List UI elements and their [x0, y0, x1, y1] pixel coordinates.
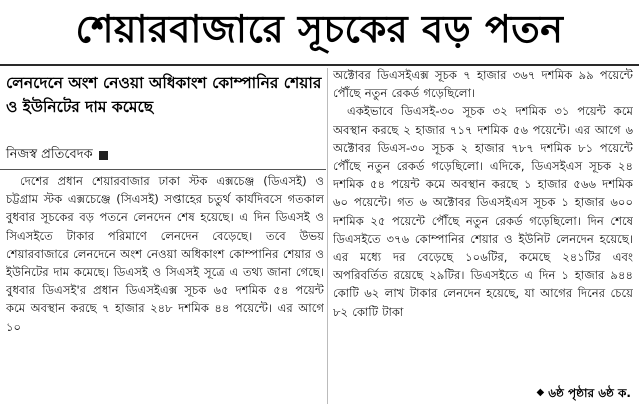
square-bullet-icon	[99, 151, 108, 160]
column-divider	[327, 68, 328, 404]
left-column-paragraph: দেশের প্রধান শেয়ারবাজার ঢাকা স্টক এক্সচেঞ্জ (ডিএসই) ও চট্টগ্রাম স্টক এক্সচেঞ্জে (সিএসই) সপ্তাহের চতুর্থ কার্যদিবসে গতকাল বুধবার সূচকের বড় পতনে লেনদেন শেষ হয়েছে। এ দিন ডিএসই ও সিএসইতে টাকার পরিমাণে লেনদেন বেড়েছে। তবে উভয় শেয়ারবাজারে লেনদেনে অংশ নেওয়া অধিকাংশ কোম্পানির শেয়ার ও ইউনিটের দাম কমেছে। ডিএসই ও সিএসই সূত্রে এ তথ্য জানা গেছে। বুধবার ডিএসই'র প্রধান ডিএসইএক্স সূচক ৬৫ দশমিক ৫৪ পয়েন্ট কমে অবস্থান করছে ৭ হাজার ২৪৮ দশমিক ৪৪ পয়েন্টে। এর আগে ১০	[6, 174, 324, 334]
byline-divider	[0, 169, 326, 170]
subheadline: লেনদেনে অংশ নেওয়া অধিকাংশ কোম্পানির শেয়ার ও ইউনিটের দাম কমেছে	[6, 74, 322, 116]
continued-text: ৬ষ্ঠ পৃষ্ঠার ৬ষ্ঠ ক.	[548, 386, 631, 400]
triangle-marker-icon: ◆	[536, 387, 545, 398]
headline: শেয়ারবাজারে সূচকের বড় পতন	[75, 7, 564, 51]
right-column-paragraph-1: অক্টোবর ডিএসইএক্স সূচক ৭ হাজার ৩৬৭ দশমিক ৯৯ পয়েন্টে পৌঁছে নতুন রেকর্ড গড়েছিলো।	[333, 68, 633, 101]
left-column	[6, 172, 324, 404]
continued-on-page	[537, 384, 631, 402]
byline-text: নিজস্ব প্রতিবেদক	[6, 147, 93, 162]
right-column-paragraph-2: একইভাবে ডিএসই-৩০ সূচক ৩২ দশমিক ৩১ পয়েন্ট কমে অবস্থান করছে ২ হাজার ৭১৭ দশমিক ৫৬ পয়েন্টে। এর আগে ৬ অক্টোবর ডিএস-৩০ সূচক ২ হাজার ৭৮৭ দশমিক ৮১ পয়েন্টে পৌঁছে নতুন রেকর্ড গড়েছিলো। এদিকে, ডিএসইএস সূচক ২৪ দশমিক ৫৪ পয়েন্ট কমে অবস্থান করছে ১ হাজার ৫৬৬ দশমিক ৬০ পয়েন্টে। গত ৬ অক্টোবর ডিএসইএস সূচক ১ হাজার ৬০০ দশমিক ২৫ পয়েন্টে পৌঁছে নতুন রেকর্ড গড়েছিলো। দিন শেষে ডিএসইতে ৩৭৬ কোম্পানির শেয়ার ও ইউনিট লেনদেন হয়েছে। এর মধ্যে দর বেড়েছে ১০৬টির, কমেছে ২৪১টির এবং অপরিবর্তিত রয়েছে ২৯টির। ডিএসইতে এ দিন ১ হাজার ৯৪৪ কোটি ৬২ লাখ টাকার লেনদেন হয়েছে, যা আগের দিনের চেয়ে ৮২ কোটি টাকা	[333, 104, 633, 319]
byline	[6, 146, 324, 164]
right-column	[333, 66, 633, 384]
